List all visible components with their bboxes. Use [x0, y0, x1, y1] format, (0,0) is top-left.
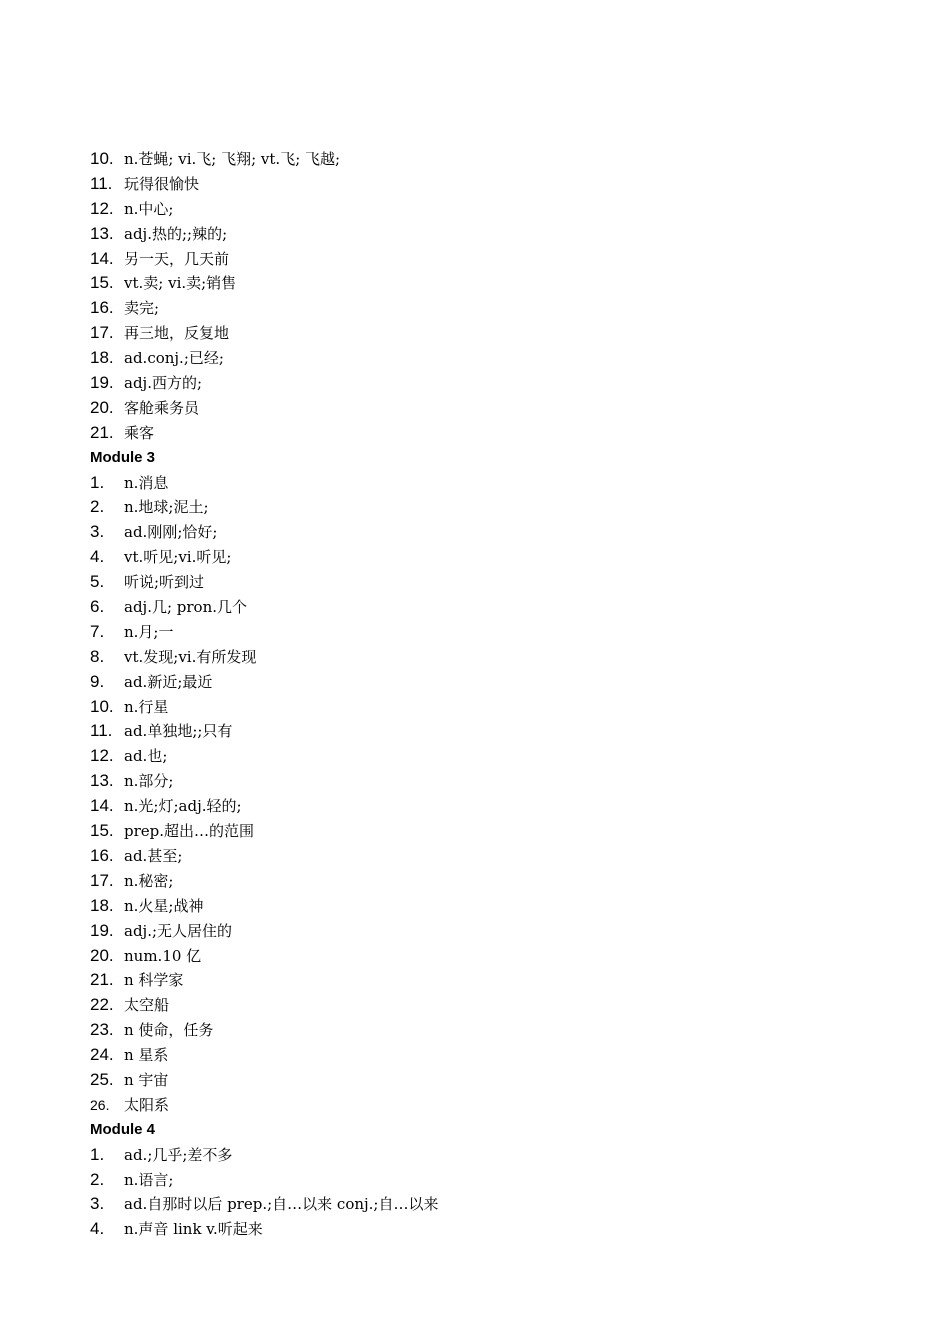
item-number: 14.	[90, 248, 114, 268]
list-item	[90, 421, 890, 446]
item-number: 20.	[90, 397, 114, 417]
item-definition: n.苍蝇; vi.飞; 飞翔; vt.飞; 飞越;	[124, 150, 341, 168]
item-number: 14.	[90, 796, 114, 816]
list-item	[90, 172, 890, 197]
item-definition: ad.刚刚;恰好;	[124, 523, 218, 542]
list-item	[90, 1018, 890, 1043]
item-definition: 太空船	[124, 996, 170, 1015]
list-item	[90, 321, 890, 346]
item-number: 10.	[90, 149, 114, 168]
list-item	[90, 495, 890, 520]
item-number: 11.	[90, 721, 113, 741]
item-definition: n.语言;	[124, 1170, 174, 1189]
list-item	[90, 844, 890, 869]
item-number: 25.	[90, 1069, 114, 1089]
item-number: 4.	[90, 1219, 105, 1239]
item-definition: ad.;几乎;差不多	[124, 1145, 233, 1164]
section-module-4	[90, 1118, 890, 1242]
item-definition: ad.自那时以后 prep.;自…以来 conj.;自…以来	[124, 1195, 439, 1214]
item-number: 1.	[90, 472, 105, 492]
item-definition: n 使命，任务	[124, 1021, 214, 1040]
item-definition: n.光;灯;adj.轻的;	[124, 797, 242, 816]
list-item	[90, 247, 890, 272]
item-definition: adj.几; pron.几个	[124, 598, 248, 617]
list-item	[90, 147, 890, 172]
item-number: 1.	[90, 1144, 105, 1164]
item-number: 9.	[90, 671, 105, 691]
item-definition: ad.新近;最近	[124, 672, 213, 691]
list-item	[90, 595, 890, 620]
item-number: 19.	[90, 373, 114, 393]
list-item	[90, 296, 890, 321]
item-definition: adj.;无人居住的	[124, 921, 233, 940]
item-definition: num.10 亿	[124, 946, 202, 965]
item-definition: vt.发现;vi.有所发现	[124, 647, 257, 666]
item-number: 4.	[90, 547, 105, 567]
item-definition: 听说;听到过	[124, 573, 205, 592]
item-number: 17.	[90, 870, 114, 890]
item-definition: ad.甚至;	[124, 846, 183, 865]
list-item	[90, 620, 890, 645]
item-definition: 客舱乘务员	[124, 398, 200, 417]
list-item	[90, 346, 890, 371]
item-definition: 太阳系	[124, 1095, 170, 1114]
list-item	[90, 1093, 890, 1118]
item-number: 21.	[90, 422, 114, 442]
item-number: 12.	[90, 746, 114, 766]
list-item	[90, 222, 890, 247]
item-definition: n.地球;泥土;	[124, 498, 209, 517]
list-item	[90, 670, 890, 695]
item-number: 5.	[90, 572, 105, 592]
item-number: 21.	[90, 970, 114, 990]
item-number: 11.	[90, 173, 113, 193]
section-heading: Module 4	[90, 1120, 156, 1138]
item-number: 3.	[90, 1194, 105, 1214]
item-definition: ad.也;	[124, 747, 168, 766]
list-item	[90, 197, 890, 222]
list-item	[90, 919, 890, 944]
item-definition: 另一天，几天前	[124, 249, 230, 268]
list-item	[90, 819, 890, 844]
item-definition: n 宇宙	[124, 1070, 169, 1089]
item-definition: 卖完;	[124, 299, 160, 318]
list-item	[90, 520, 890, 545]
item-definition: n.月;一	[124, 622, 174, 641]
item-definition: n.消息	[124, 473, 169, 492]
list-item	[90, 993, 890, 1018]
list-item	[90, 371, 890, 396]
item-definition: 玩得很愉快	[124, 174, 200, 193]
list-item	[90, 1068, 890, 1093]
item-definition: prep.超出…的范围	[124, 822, 255, 841]
item-number: 13.	[90, 223, 114, 243]
item-definition: n.行星	[124, 697, 169, 716]
section-module-3	[90, 446, 890, 1118]
item-number: 16.	[90, 845, 114, 865]
item-number: 6.	[90, 597, 105, 617]
list-item	[90, 894, 890, 919]
item-definition: vt.卖; vi.卖;销售	[124, 274, 237, 293]
item-number: 13.	[90, 771, 114, 791]
item-number: 23.	[90, 1020, 114, 1040]
list-item	[90, 695, 890, 720]
item-definition: 再三地，反复地	[124, 324, 230, 343]
list-item	[90, 1168, 890, 1193]
item-definition: n 星系	[124, 1046, 169, 1065]
section-heading: Module 3	[90, 448, 156, 466]
item-number: 18.	[90, 348, 114, 368]
list-item	[90, 645, 890, 670]
list-item	[90, 769, 890, 794]
list-item	[90, 944, 890, 969]
item-number: 20.	[90, 945, 114, 965]
list-item	[90, 719, 890, 744]
item-number: 3.	[90, 522, 105, 542]
item-definition: n 科学家	[124, 971, 184, 990]
item-number: 16.	[90, 298, 114, 318]
item-number: 10.	[90, 696, 114, 716]
item-definition: n.秘密;	[124, 871, 174, 890]
item-definition: adj.西方的;	[124, 374, 203, 393]
item-number: 24.	[90, 1045, 114, 1065]
section-continuation	[90, 147, 890, 446]
item-definition: ad.单独地;;只有	[124, 722, 233, 741]
list-item	[90, 271, 890, 296]
list-item	[90, 570, 890, 595]
item-number: 18.	[90, 895, 114, 915]
item-number: 7.	[90, 621, 105, 641]
item-definition: ad.conj.;已经;	[124, 349, 224, 368]
list-item	[90, 744, 890, 769]
item-number: 15.	[90, 821, 114, 841]
item-definition: vt.听见;vi.听见;	[124, 548, 232, 567]
item-definition: n.声音 link v.听起来	[124, 1220, 263, 1239]
item-definition: 乘客	[124, 423, 155, 442]
list-item	[90, 1043, 890, 1068]
item-number: 15.	[90, 273, 114, 293]
item-number: 17.	[90, 323, 114, 343]
item-definition: adj.热的;;辣的;	[124, 224, 228, 243]
item-number: 22.	[90, 995, 114, 1015]
item-definition: n.中心;	[124, 199, 174, 218]
item-number: 12.	[90, 198, 114, 218]
item-number: 8.	[90, 646, 105, 666]
list-item	[90, 869, 890, 894]
item-definition: n.部分;	[124, 772, 174, 791]
item-definition: n.火星;战神	[124, 896, 204, 915]
vocabulary-list	[90, 147, 890, 1242]
list-item	[90, 968, 890, 993]
list-item	[90, 471, 890, 496]
list-item	[90, 396, 890, 421]
item-number: 26.	[90, 1096, 110, 1113]
item-number: 19.	[90, 920, 114, 940]
list-item	[90, 1143, 890, 1168]
list-item	[90, 1192, 890, 1217]
item-number: 2.	[90, 497, 105, 517]
list-item	[90, 545, 890, 570]
list-item	[90, 794, 890, 819]
item-number: 2.	[90, 1169, 105, 1189]
list-item	[90, 1217, 890, 1242]
